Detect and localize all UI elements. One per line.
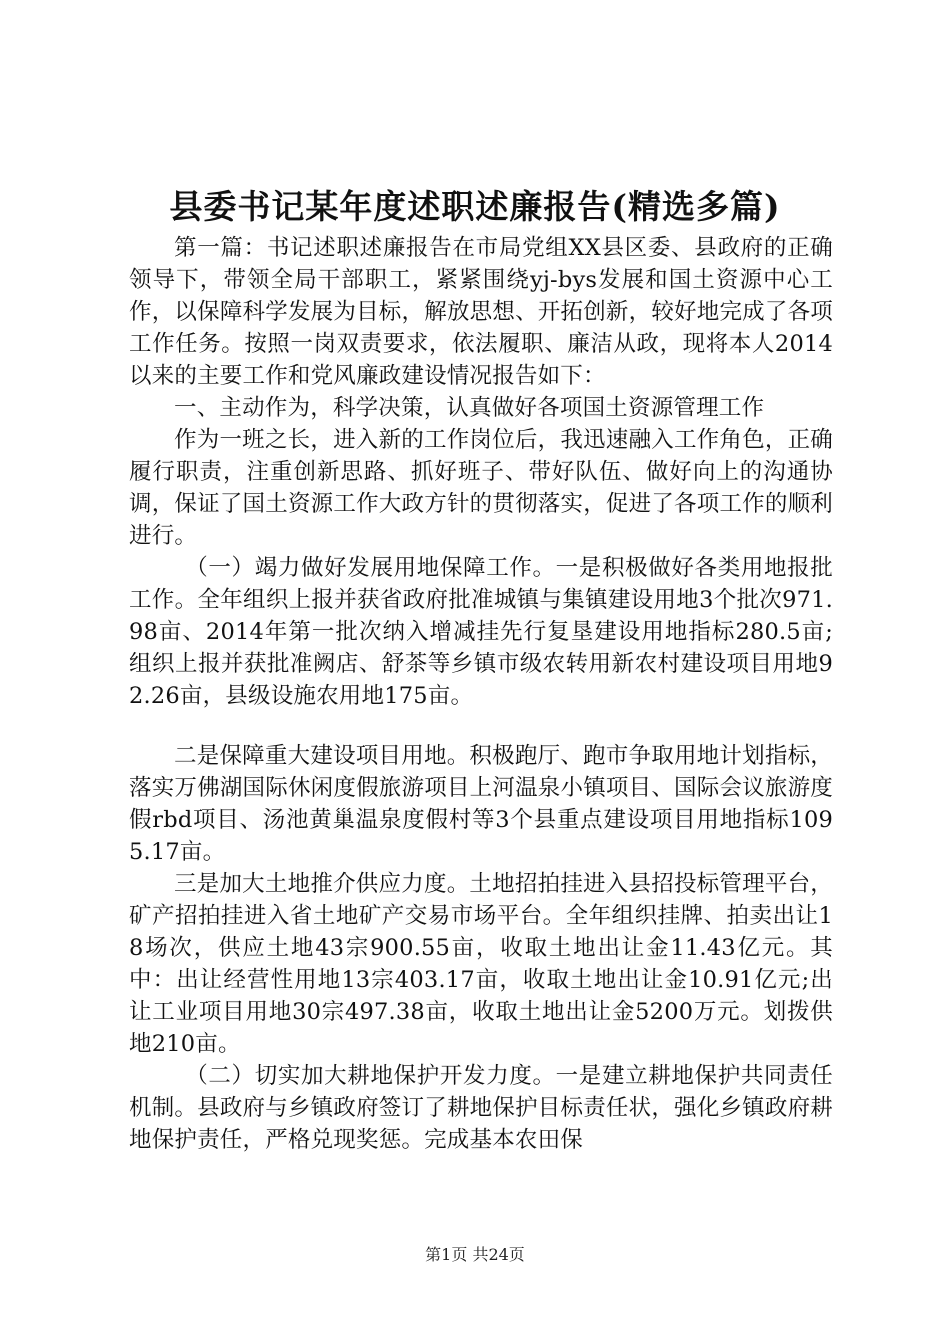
paragraph-land-supply: 三是加大土地推介供应力度。土地招拍挂进入县招投标管理平台，矿产招拍挂进入省土地矿产交易市场平台。全年组织挂牌、拍卖出让18场次，供应土地43宗900.55亩，收取土地出让金11.43亿元。其中：出让经营性用地13宗403.17亩，收取土地出让金10.91亿元;出让工业项目用地30宗497.38亩，收取土地出让金5200万元。划拨供地210亩。 — [129, 871, 833, 1057]
paragraph-intro: 第一篇：书记述职述廉报告在市局党组XX县区委、县政府的正确领导下，带领全局干部职工，紧紧围绕yj-bys发展和国土资源中心工作，以保障科学发展为目标，解放思想、开拓创新，较好地完成了各项工作任务。按照一岗双责要求，依法履职、廉洁从政，现将本人2014以来的主要工作和党风廉政建设情况报告如下： — [129, 235, 833, 389]
section-heading-1: 一、主动作为，科学决策，认真做好各项国土资源管理工作 — [174, 395, 765, 421]
paragraph-land-guarantee: （一）竭力做好发展用地保障工作。一是积极做好各类用地报批工作。全年组织上报并获省政府批准城镇与集镇建设用地3个批次971.98亩、2014年第一批次纳入增减挂先行复垦建设用地指标280.5亩;组织上报并获批准阙店、舒茶等乡镇市级农转用新农村建设项目用地92.26亩，县级设施农用地175亩。 — [129, 555, 833, 709]
paragraph-farmland-protection: （二）切实加大耕地保护开发力度。一是建立耕地保护共同责任机制。县政府与乡镇政府签订了耕地保护目标责任状，强化乡镇政府耕地保护责任，严格兑现奖惩。完成基本农田保 — [129, 1063, 833, 1153]
paragraph-role: 作为一班之长，进入新的工作岗位后，我迅速融入工作角色，正确履行职责，注重创新思路、抓好班子、带好队伍、做好向上的沟通协调，保证了国土资源工作大政方针的贯彻落实，促进了各项工作的顺利进行。 — [129, 427, 833, 549]
page-number: 第1页 共24页 — [425, 1245, 525, 1264]
document-body — [129, 232, 833, 1156]
document-title: 县委书记某年度述职述廉报告(精选多篇) — [169, 187, 781, 226]
paragraph-major-projects: 二是保障重大建设项目用地。积极跑厅、跑市争取用地计划指标，落实万佛湖国际休闲度假旅游项目上河温泉小镇项目、国际会议旅游度假rbd项目、汤池黄巢温泉度假村等3个县重点建设项目用地指标1095.17亩。 — [129, 743, 833, 865]
